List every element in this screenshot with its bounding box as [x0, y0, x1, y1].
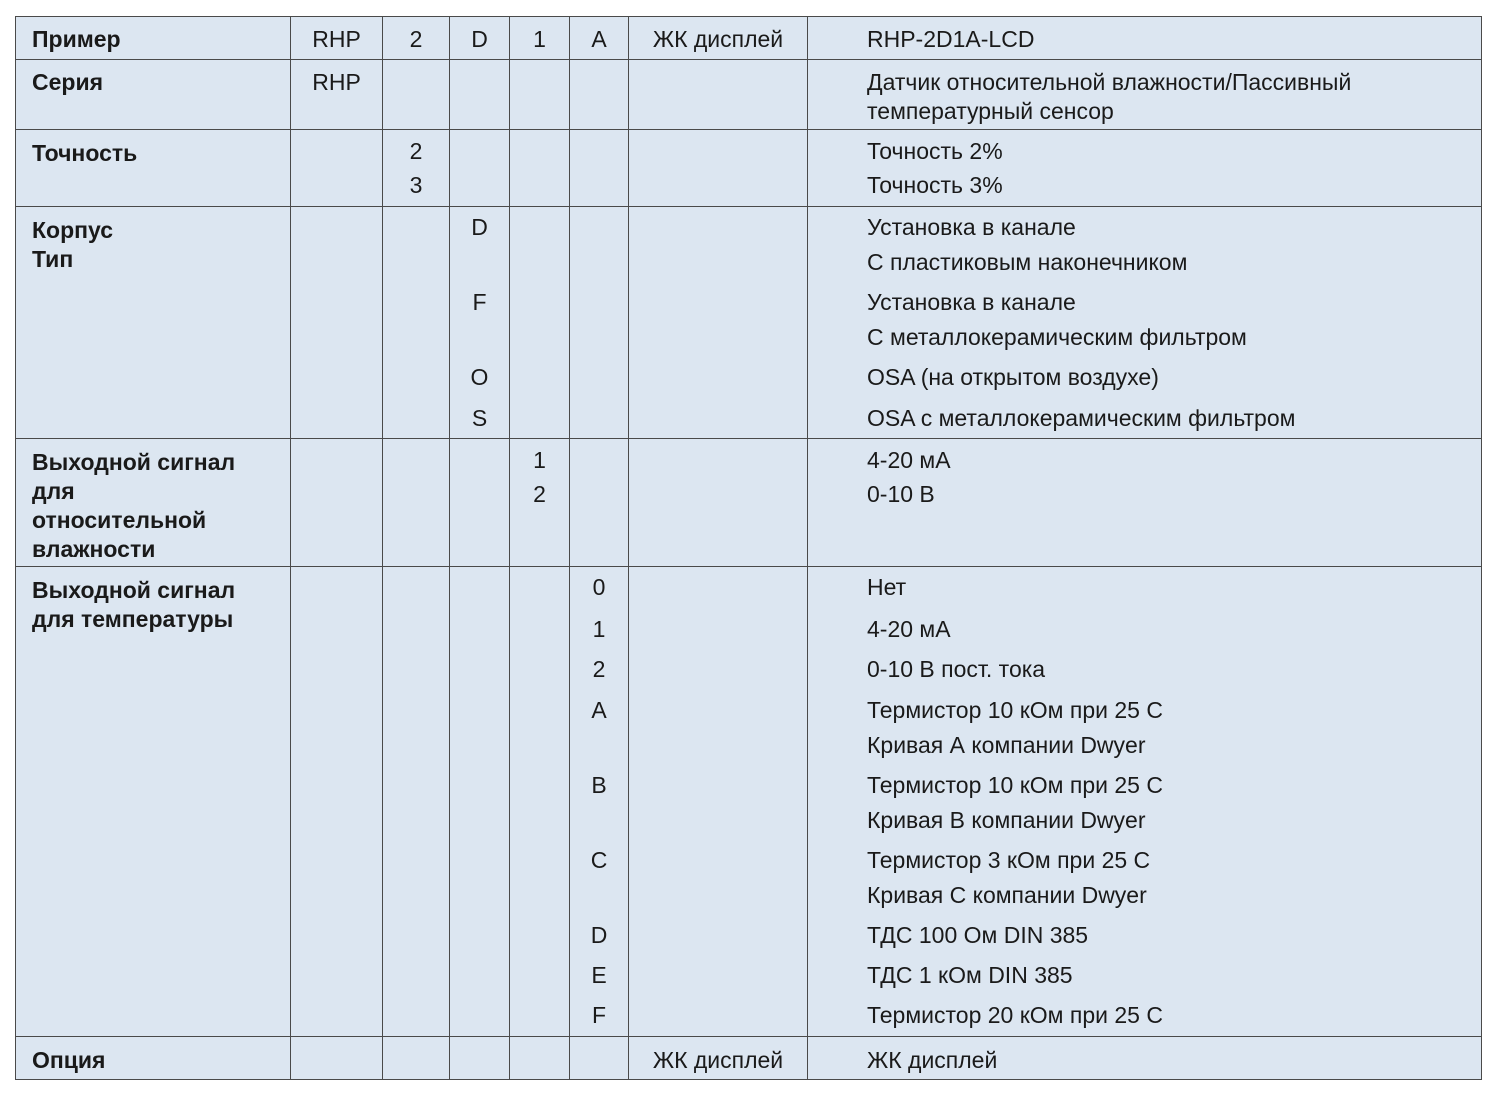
housing-code-line: D: [471, 26, 488, 52]
temp-output-code-line: C: [590, 847, 608, 873]
description-line: 0-10 В: [867, 481, 935, 507]
accuracy-code-cell: [383, 130, 450, 207]
description-line: температурный сенсор: [867, 98, 1114, 124]
option-code-line: ЖК дисплей: [652, 1047, 784, 1073]
description-line: 4-20 мА: [867, 447, 951, 473]
housing-code-cell: [450, 207, 510, 439]
description-cell: [808, 207, 1482, 439]
series-code-cell: [291, 1037, 383, 1080]
description-line: OSA с металлокерамическим фильтром: [867, 405, 1296, 431]
housing-code-line: F: [472, 289, 487, 315]
rh-output-code-cell: [510, 17, 570, 60]
housing-code-line: D: [471, 214, 488, 240]
description-cell: [808, 439, 1482, 567]
temp-output-code-line: 1: [592, 616, 606, 642]
housing-code-cell: [450, 17, 510, 60]
rh-output-code-line: 1: [533, 26, 546, 52]
series-code-cell: [291, 207, 383, 439]
row-label-line: Корпус: [32, 217, 114, 243]
row-label-cell: [16, 60, 291, 130]
accuracy-code-line: 3: [409, 172, 423, 198]
description-line: С пластиковым наконечником: [867, 249, 1188, 275]
row-label-line: Пример: [32, 26, 121, 52]
housing-code-line: S: [471, 405, 488, 431]
option-code-cell: [629, 567, 808, 1037]
rh-output-code-line: 1: [533, 447, 546, 473]
temp-output-code-line: 0: [592, 574, 606, 600]
rh-output-code-cell: [510, 60, 570, 130]
row-label-cell: [16, 1037, 291, 1080]
row-label-line: влажности: [32, 536, 156, 562]
description-line: 4-20 мА: [867, 616, 951, 642]
row-label-cell: [16, 567, 291, 1037]
temp-output-code-line: E: [591, 962, 607, 988]
table-row: [16, 130, 1482, 207]
row-label-cell: [16, 207, 291, 439]
description-line: ЖК дисплей: [867, 1047, 998, 1073]
accuracy-code-cell: [383, 567, 450, 1037]
table-body: [16, 17, 1482, 1080]
description-line: Установка в канале: [867, 214, 1076, 240]
rh-output-code-cell: [510, 130, 570, 207]
row-label-line: Серия: [32, 69, 104, 95]
row-label-line: относительной: [32, 507, 207, 533]
temp-output-code-line: B: [591, 772, 607, 798]
temp-output-code-cell: [570, 130, 629, 207]
option-code-cell: [629, 439, 808, 567]
description-line: Точность 2%: [867, 138, 1003, 164]
row-label-line: Опция: [32, 1047, 106, 1073]
option-code-cell: [629, 60, 808, 130]
description-line: ТДС 100 Ом DIN 385: [867, 922, 1089, 948]
row-label-line: для температуры: [32, 606, 234, 632]
temp-output-code-cell: [570, 60, 629, 130]
description-cell: [808, 567, 1482, 1037]
accuracy-code-line: 2: [409, 26, 423, 52]
description-line: С металлокерамическим фильтром: [867, 324, 1247, 350]
housing-code-cell: [450, 60, 510, 130]
description-cell: [808, 1037, 1482, 1080]
description-cell: [808, 60, 1482, 130]
row-label-cell: [16, 439, 291, 567]
description-line: Точность 3%: [867, 172, 1003, 198]
description-line: Датчик относительной влажности/Пассивный: [867, 69, 1352, 95]
housing-code-cell: [450, 130, 510, 207]
table-row: [16, 17, 1482, 60]
accuracy-code-cell: [383, 60, 450, 130]
description-line: Нет: [867, 574, 907, 600]
accuracy-code-cell: [383, 1037, 450, 1080]
housing-code-cell: [450, 567, 510, 1037]
rh-output-code-cell: [510, 1037, 570, 1080]
description-line: 0-10 В пост. тока: [867, 656, 1046, 682]
accuracy-code-cell: [383, 17, 450, 60]
table-row: [16, 439, 1482, 567]
description-cell: [808, 130, 1482, 207]
table-row: [16, 60, 1482, 130]
housing-code-line: O: [470, 364, 489, 390]
table-row: [16, 1037, 1482, 1080]
rh-output-code-cell: [510, 207, 570, 439]
series-code-cell: [291, 439, 383, 567]
option-code-cell: [629, 130, 808, 207]
option-code-cell: [629, 1037, 808, 1080]
series-code-cell: [291, 17, 383, 60]
temp-output-code-cell: [570, 1037, 629, 1080]
accuracy-code-cell: [383, 439, 450, 567]
row-label-cell: [16, 17, 291, 60]
description-line: Кривая С компании Dwyer: [867, 882, 1147, 908]
rh-output-code-cell: [510, 567, 570, 1037]
series-code-line: RHP: [312, 26, 361, 52]
row-label-line: Точность: [32, 140, 138, 166]
table-row: [16, 207, 1482, 439]
temp-output-code-line: 2: [592, 656, 606, 682]
housing-code-cell: [450, 1037, 510, 1080]
option-code-line: ЖК дисплей: [652, 26, 784, 52]
series-code-cell: [291, 60, 383, 130]
description-line: OSA (на открытом воздухе): [867, 364, 1159, 390]
description-line: Термистор 10 кОм при 25 С: [867, 772, 1163, 798]
option-code-cell: [629, 207, 808, 439]
option-code-cell: [629, 17, 808, 60]
housing-code-cell: [450, 439, 510, 567]
ordering-code-table: [15, 16, 1482, 1080]
temp-output-code-cell: [570, 17, 629, 60]
description-line: ТДС 1 кОм DIN 385: [867, 962, 1073, 988]
table-row: [16, 567, 1482, 1037]
accuracy-code-cell: [383, 207, 450, 439]
description-line: Кривая А компании Dwyer: [867, 732, 1146, 758]
row-label-line: Выходной сигнал: [32, 577, 236, 603]
series-code-line: RHP: [312, 69, 361, 95]
temp-output-code-cell: [570, 567, 629, 1037]
temp-output-code-cell: [570, 207, 629, 439]
temp-output-code-line: A: [591, 26, 607, 52]
row-label-line: для: [32, 478, 75, 504]
temp-output-code-line: A: [591, 697, 607, 723]
series-code-cell: [291, 130, 383, 207]
row-label-cell: [16, 130, 291, 207]
rh-output-code-cell: [510, 439, 570, 567]
description-line: Термистор 3 кОм при 25 С: [867, 847, 1151, 873]
description-cell: [808, 17, 1482, 60]
temp-output-code-cell: [570, 439, 629, 567]
description-line: RHP-2D1A-LCD: [867, 26, 1035, 52]
description-line: Кривая В компании Dwyer: [867, 807, 1146, 833]
description-line: Термистор 10 кОм при 25 С: [867, 697, 1163, 723]
accuracy-code-line: 2: [409, 138, 423, 164]
temp-output-code-line: D: [590, 922, 608, 948]
series-code-cell: [291, 567, 383, 1037]
temp-output-code-line: F: [591, 1002, 607, 1028]
rh-output-code-line: 2: [533, 481, 546, 507]
description-line: Термистор 20 кОм при 25 С: [867, 1002, 1163, 1028]
description-line: Установка в канале: [867, 289, 1076, 315]
row-label-line: Выходной сигнал: [32, 449, 236, 475]
row-label-line: Тип: [32, 246, 74, 272]
